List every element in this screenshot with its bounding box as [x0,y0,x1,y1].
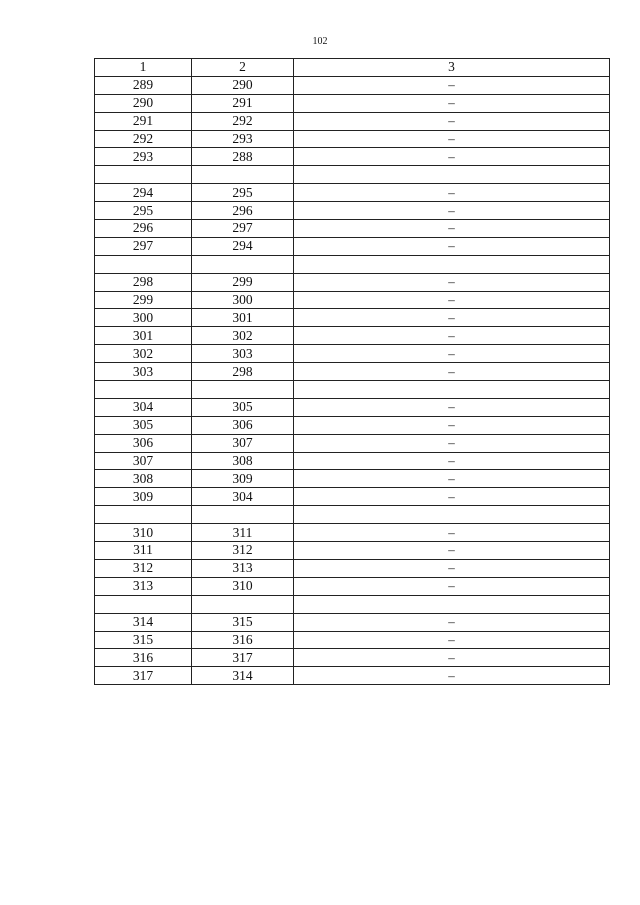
table-row [95,166,610,184]
table-row [95,327,610,345]
table-row [95,273,610,291]
table-cell-col-1: 304 [95,398,192,416]
table-cell-col-3: – [294,309,610,327]
table-row [95,381,610,399]
table-cell-col-3: – [294,434,610,452]
table-cell-col-2: 291 [192,94,294,112]
table-cell-col-3: – [294,130,610,148]
table-cell-col-3 [294,255,610,273]
table-cell-col-3: – [294,542,610,560]
table-row [95,649,610,667]
table-cell-col-2: 310 [192,577,294,595]
table-cell-col-1 [95,506,192,524]
table-cell-col-1: 313 [95,577,192,595]
table-cell-col-3: – [294,112,610,130]
table-cell-col-1: 302 [95,345,192,363]
table-cell-col-3: – [294,559,610,577]
table-cell-col-3: – [294,148,610,166]
table-cell-col-3 [294,506,610,524]
table-row [95,524,610,542]
table-cell-col-1: 308 [95,470,192,488]
table-cell-col-3: – [294,220,610,238]
table-cell-col-2: 304 [192,488,294,506]
table-cell-col-3: – [294,488,610,506]
table-cell-col-3: – [294,631,610,649]
table-cell-col-1: 307 [95,452,192,470]
table-cell-col-2: 290 [192,76,294,94]
table-row [95,76,610,94]
page-number: 102 [312,36,328,47]
table-cell-col-3: – [294,416,610,434]
table-row [95,184,610,202]
table-cell-col-2 [192,255,294,273]
table-row [95,94,610,112]
table-row [95,542,610,560]
table-cell-col-3: – [294,345,610,363]
table-cell-col-3: – [294,94,610,112]
table-row [95,363,610,381]
table-cell-col-2: 308 [192,452,294,470]
table-cell-col-1 [95,255,192,273]
table-cell-col-1: 310 [95,524,192,542]
table-cell-col-1: 299 [95,291,192,309]
table-cell-col-2: 294 [192,237,294,255]
table-cell-col-2: 300 [192,291,294,309]
table-cell-col-1: 289 [95,76,192,94]
table-cell-col-3 [294,166,610,184]
data-table [94,58,610,685]
table-row [95,577,610,595]
table-cell-col-2: 293 [192,130,294,148]
table-cell-col-1: 297 [95,237,192,255]
table-row [95,434,610,452]
table-cell-col-2: 292 [192,112,294,130]
table-cell-col-2: 297 [192,220,294,238]
table-cell-col-1: 296 [95,220,192,238]
table-cell-col-1: 300 [95,309,192,327]
table-cell-col-3: – [294,327,610,345]
table-cell-col-3: – [294,202,610,220]
table-cell-col-2: 314 [192,667,294,685]
table-cell-col-2: 312 [192,542,294,560]
table-cell-col-2: 309 [192,470,294,488]
table-cell-col-1: 301 [95,327,192,345]
table-row [95,398,610,416]
table-cell-col-3: – [294,649,610,667]
table-cell-col-3: – [294,184,610,202]
table-cell-col-2: 299 [192,273,294,291]
table-cell-col-3: – [294,363,610,381]
table-cell-col-2: 295 [192,184,294,202]
table-cell-col-2: 313 [192,559,294,577]
table-cell-col-3: – [294,577,610,595]
table-cell-col-2: 305 [192,398,294,416]
header-row [95,59,610,77]
table-cell-col-1: 305 [95,416,192,434]
table-row [95,595,610,613]
table-row [95,291,610,309]
table-row [95,416,610,434]
table-row [95,345,610,363]
table-cell-col-2: 302 [192,327,294,345]
table-cell-col-2 [192,381,294,399]
table-row [95,452,610,470]
table-cell-col-1: 303 [95,363,192,381]
column-header-3: 3 [294,59,610,77]
table-row [95,309,610,327]
table-cell-col-2: 296 [192,202,294,220]
table-cell-col-3: – [294,452,610,470]
table-cell-col-3: – [294,667,610,685]
table-cell-col-1: 312 [95,559,192,577]
table-cell-col-1: 311 [95,542,192,560]
table-row [95,148,610,166]
table-cell-col-1 [95,166,192,184]
table-cell-col-1 [95,595,192,613]
table-cell-col-3: – [294,470,610,488]
table-cell-col-3: – [294,613,610,631]
table-row [95,112,610,130]
table-cell-col-1: 295 [95,202,192,220]
table-cell-col-1: 293 [95,148,192,166]
table-row [95,667,610,685]
table-cell-col-3 [294,595,610,613]
table-cell-col-3: – [294,76,610,94]
table-cell-col-2: 306 [192,416,294,434]
table-cell-col-2: 288 [192,148,294,166]
table-row [95,237,610,255]
table-cell-col-2: 301 [192,309,294,327]
table-cell-col-1: 317 [95,667,192,685]
table-cell-col-3: – [294,237,610,255]
table-row [95,506,610,524]
table-row [95,255,610,273]
table-cell-col-1: 291 [95,112,192,130]
table-cell-col-2: 315 [192,613,294,631]
table-cell-col-1: 290 [95,94,192,112]
table-row [95,559,610,577]
table-cell-col-2 [192,166,294,184]
table-cell-col-3: – [294,291,610,309]
table-cell-col-2: 316 [192,631,294,649]
table-row [95,220,610,238]
table-cell-col-2: 311 [192,524,294,542]
table-cell-col-2: 303 [192,345,294,363]
column-header-1: 1 [95,59,192,77]
table-row [95,613,610,631]
table-row [95,488,610,506]
table-cell-col-1: 298 [95,273,192,291]
table-cell-col-2: 317 [192,649,294,667]
table-cell-col-1: 294 [95,184,192,202]
table-cell-col-3: – [294,524,610,542]
table-cell-col-2 [192,506,294,524]
table-row [95,130,610,148]
table-cell-col-1: 316 [95,649,192,667]
table-cell-col-1: 315 [95,631,192,649]
table-cell-col-2: 307 [192,434,294,452]
table-cell-col-2 [192,595,294,613]
table-row [95,631,610,649]
table-cell-col-1: 292 [95,130,192,148]
table-cell-col-1: 314 [95,613,192,631]
table-cell-col-1: 309 [95,488,192,506]
table-cell-col-3 [294,381,610,399]
table-cell-col-3: – [294,273,610,291]
table-cell-col-1: 306 [95,434,192,452]
table-row [95,202,610,220]
table-cell-col-2: 298 [192,363,294,381]
column-header-2: 2 [192,59,294,77]
table-body [95,76,610,684]
table-cell-col-1 [95,381,192,399]
table-cell-col-3: – [294,398,610,416]
table-row [95,470,610,488]
table-header [95,59,610,77]
